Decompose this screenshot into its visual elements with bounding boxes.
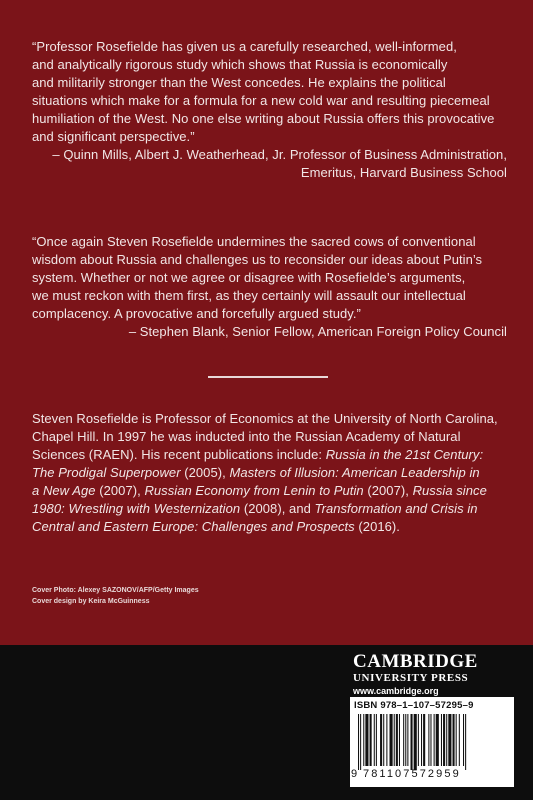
barcode-bar — [446, 714, 447, 766]
photo-credit: Cover Photo: Alexey SAZONOV/AFP/Getty Images — [32, 587, 199, 594]
publisher-url: www.cambridge.org — [353, 686, 439, 696]
praise-line: and significant perspective.” — [32, 129, 195, 144]
praise-quote-1 — [32, 38, 507, 182]
barcode-bar — [360, 714, 361, 770]
barcode-bar — [386, 714, 387, 766]
barcode-bar — [459, 714, 460, 766]
praise-line: complacency. A provocative and forcefully argued study.” — [32, 306, 361, 321]
publisher-name: CAMBRIDGE — [353, 651, 478, 672]
bio-line: Steven Rosefielde is Professor of Economics at the University of North Carolina, — [32, 411, 498, 426]
barcode-bar — [407, 714, 408, 766]
barcode-bar — [418, 714, 419, 766]
book-title: Russia in the 21st Century: — [325, 447, 484, 462]
barcode-bar — [376, 714, 377, 766]
barcode-bar — [465, 714, 466, 770]
barcode-bar — [405, 714, 406, 766]
barcode-bar — [441, 714, 442, 766]
barcode-bar — [443, 714, 445, 766]
praise-line: and militarily stronger than the West concedes. He explains the political — [32, 75, 446, 90]
praise-line: “Once again Steven Rosefielde undermines the sacred cows of conventional — [32, 234, 476, 249]
bio-text: (2008), and — [240, 501, 315, 516]
barcode-bar — [394, 714, 395, 766]
section-divider — [208, 376, 328, 378]
bio-line — [32, 482, 507, 500]
barcode-bar — [453, 714, 455, 766]
barcode-bar — [374, 714, 375, 766]
cover-credits — [32, 585, 199, 607]
publisher-logo — [353, 652, 513, 697]
bio-text: (2007), — [95, 483, 145, 498]
barcode-bar — [423, 714, 425, 766]
book-title: Russian Economy from Lenin to Putin — [144, 483, 364, 498]
publisher-subtitle: UNIVERSITY PRESS — [353, 672, 469, 684]
praise-line: wisdom about Russia and challenges us to reconsider our ideas about Putin’s — [32, 252, 483, 267]
bio-text: Sciences (RAEN). His recent publications include: — [32, 447, 326, 462]
praise-line: and analytically rigorous study which shows that Russia is economically — [32, 57, 448, 72]
bio-text: (2007), — [363, 483, 413, 498]
book-title: Transformation and Crisis in — [314, 501, 478, 516]
barcode-bar — [436, 714, 439, 766]
book-title: a New Age — [32, 483, 96, 498]
praise-attribution: Emeritus, Harvard Business School — [300, 165, 507, 180]
barcode-bar — [430, 714, 431, 766]
barcode-bar — [370, 714, 372, 766]
barcode-bar — [380, 714, 382, 766]
barcode-bar — [414, 714, 417, 770]
praise-line: humiliation of the West. No one else writing about Russia offers this provocative — [32, 111, 495, 126]
barcode-bar — [463, 714, 464, 766]
praise-line: system. Whether or not we agree or disagree with Rosefielde’s arguments, — [32, 270, 466, 285]
book-title: Masters of Illusion: American Leadership in — [229, 465, 480, 480]
praise-line: situations which make for a formula for a new cold war and resulting piecemeal — [32, 93, 490, 108]
design-credit: Cover design by Keira McGuinness — [32, 598, 150, 605]
praise-line: “Professor Rosefielde has given us a carefully researched, well-informed, — [32, 39, 457, 54]
praise-attribution: – Quinn Mills, Albert J. Weatherhead, Jr. Professor of Business Administration, — [52, 147, 507, 162]
barcode-bar — [390, 714, 393, 766]
bio-line: Chapel Hill. In 1997 he was inducted into the Russian Academy of Natural — [32, 429, 461, 444]
barcode-bar — [363, 714, 364, 766]
book-title: Russia since — [412, 483, 487, 498]
bio-line — [32, 464, 507, 482]
praise-quote-2 — [32, 233, 507, 341]
barcode-bar — [396, 714, 398, 766]
bio-line — [32, 446, 507, 464]
barcode-bar — [411, 714, 413, 770]
barcode-bars — [358, 714, 508, 770]
bio-text: (2016). — [354, 519, 400, 534]
barcode-bar — [421, 714, 422, 766]
book-title: The Prodigal Superpower — [32, 465, 181, 480]
barcode-bar — [383, 714, 384, 766]
barcode-bar — [434, 714, 435, 766]
praise-line: we must reckon with them first, as they certainly will assault our intellectual — [32, 288, 466, 303]
book-title: Central and Eastern Europe: Challenges and Prospects — [32, 519, 355, 534]
barcode-bar — [403, 714, 404, 766]
barcode-bar — [399, 714, 400, 766]
barcode-digit-string: 781107572959 — [363, 768, 461, 780]
barcode-bar — [358, 714, 359, 770]
isbn-text: ISBN 978–1–107–57295–9 — [354, 700, 474, 711]
book-title: 1980: Wrestling with Westernization — [32, 501, 241, 516]
barcode-panel — [350, 697, 514, 787]
barcode-bar — [456, 714, 457, 766]
author-bio — [32, 410, 507, 536]
bio-text: (2005), — [180, 465, 230, 480]
barcode-bar — [365, 714, 368, 766]
barcode-first-digit: 9 — [351, 768, 358, 780]
barcode-bar — [428, 714, 429, 766]
barcode-bar — [448, 714, 451, 766]
bio-line — [32, 500, 507, 518]
praise-attribution: – Stephen Blank, Senior Fellow, American Foreign Policy Council — [128, 324, 507, 339]
bio-line — [32, 518, 507, 536]
